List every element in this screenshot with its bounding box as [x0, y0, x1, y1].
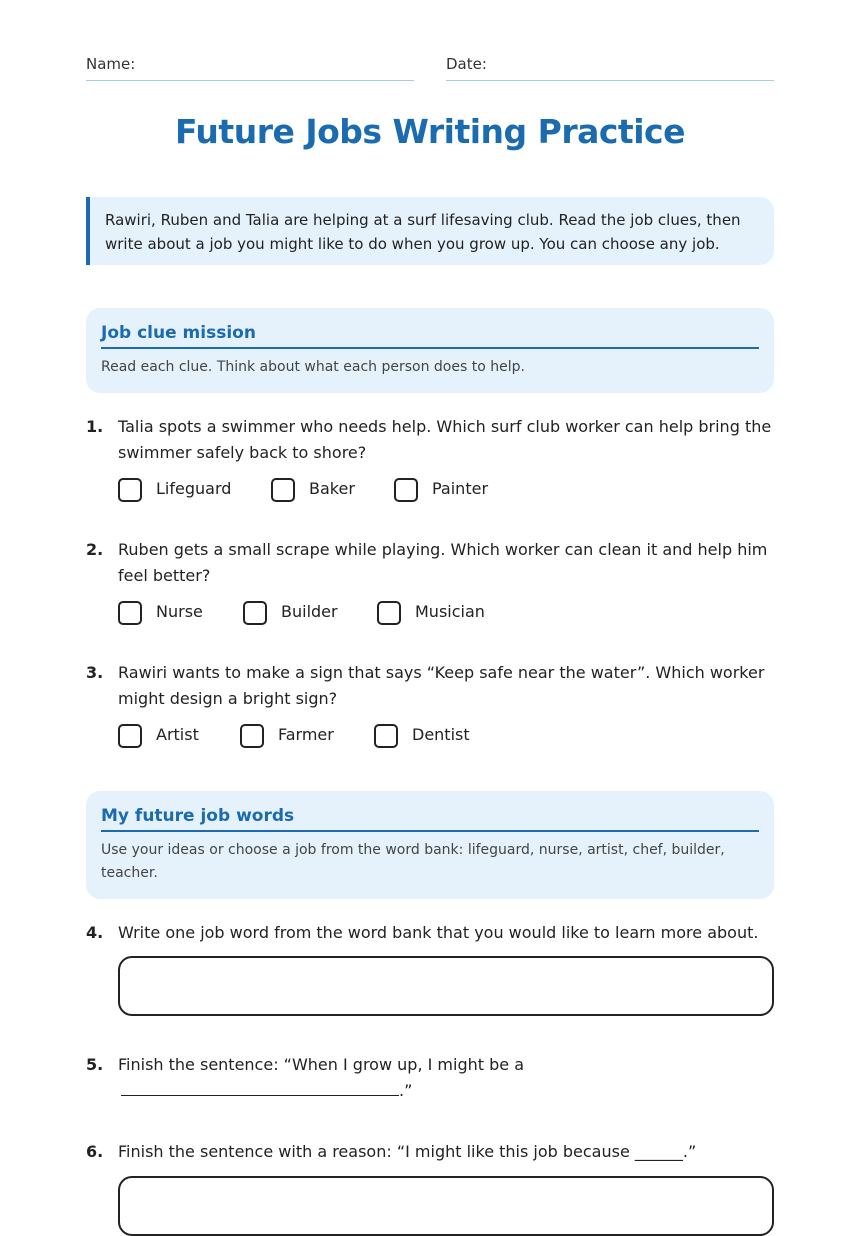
checkbox[interactable] — [377, 601, 401, 625]
question-number: 6. — [86, 1142, 104, 1161]
question-number: 4. — [86, 923, 104, 942]
checkbox[interactable] — [271, 478, 295, 502]
intro-callout: Rawiri, Ruben and Talia are helping at a surf lifesaving club. Read the job clues, then write about a job you might like to do when you grow up. You can choose any job. — [86, 197, 774, 265]
section-description: Read each clue. Think about what each person does to help. — [101, 359, 525, 375]
checkbox[interactable] — [240, 724, 264, 748]
option-label: Nurse — [156, 602, 203, 621]
date-label: Date: — [446, 55, 487, 73]
section-description: Use your ideas or choose a job from the word bank: lifeguard, nurse, artist, chef, builder, teacher. — [101, 842, 725, 881]
checkbox[interactable] — [118, 724, 142, 748]
checkbox[interactable] — [394, 478, 418, 502]
question-number: 5. — [86, 1055, 104, 1074]
question-2 — [86, 537, 774, 589]
section-title: Job clue mission — [101, 322, 759, 349]
option-label: Lifeguard — [156, 479, 232, 498]
question-1 — [86, 414, 774, 466]
option-label: Artist — [156, 725, 199, 744]
name-field[interactable] — [86, 54, 414, 81]
option-label: Musician — [415, 602, 485, 621]
name-label: Name: — [86, 55, 136, 73]
sentence-end: .” — [399, 1081, 413, 1100]
answer-box-4[interactable] — [118, 956, 774, 1016]
fill-in-blank[interactable] — [121, 1081, 399, 1096]
question-3 — [86, 660, 774, 712]
option-label: Painter — [432, 479, 489, 498]
question-text: Finish the sentence with a reason: “I might like this job because ______.” — [118, 1142, 697, 1161]
name-date-row — [86, 54, 774, 80]
option-label: Dentist — [412, 725, 470, 744]
question-text — [118, 1052, 774, 1104]
question-number: 1. — [86, 417, 104, 436]
question-number: 2. — [86, 540, 104, 559]
checkbox[interactable] — [374, 724, 398, 748]
question-4 — [86, 920, 774, 946]
sentence-start: Finish the sentence: “When I grow up, I might be a — [118, 1055, 524, 1074]
option-label: Baker — [309, 479, 355, 498]
date-field[interactable] — [446, 54, 774, 81]
section-job-clue-mission — [86, 308, 774, 393]
option-label: Farmer — [278, 725, 334, 744]
section-my-future-job-words — [86, 791, 774, 899]
section-title: My future job words — [101, 805, 759, 832]
question-6 — [86, 1139, 774, 1165]
question-text: Rawiri wants to make a sign that says “Keep safe near the water”. Which worker might design a bright sign? — [118, 663, 765, 708]
checkbox[interactable] — [118, 601, 142, 625]
checkbox[interactable] — [118, 478, 142, 502]
question-text: Ruben gets a small scrape while playing. Which worker can clean it and help him feel better? — [118, 540, 768, 585]
checkbox[interactable] — [243, 601, 267, 625]
answer-box-6[interactable] — [118, 1176, 774, 1236]
option-label: Builder — [281, 602, 338, 621]
question-text: Write one job word from the word bank that you would like to learn more about. — [118, 923, 759, 942]
question-text: Talia spots a swimmer who needs help. Which surf club worker can help bring the swimmer safely back to shore? — [118, 417, 772, 462]
question-5 — [86, 1052, 774, 1104]
worksheet-title: Future Jobs Writing Practice — [175, 112, 685, 151]
question-number: 3. — [86, 663, 104, 682]
